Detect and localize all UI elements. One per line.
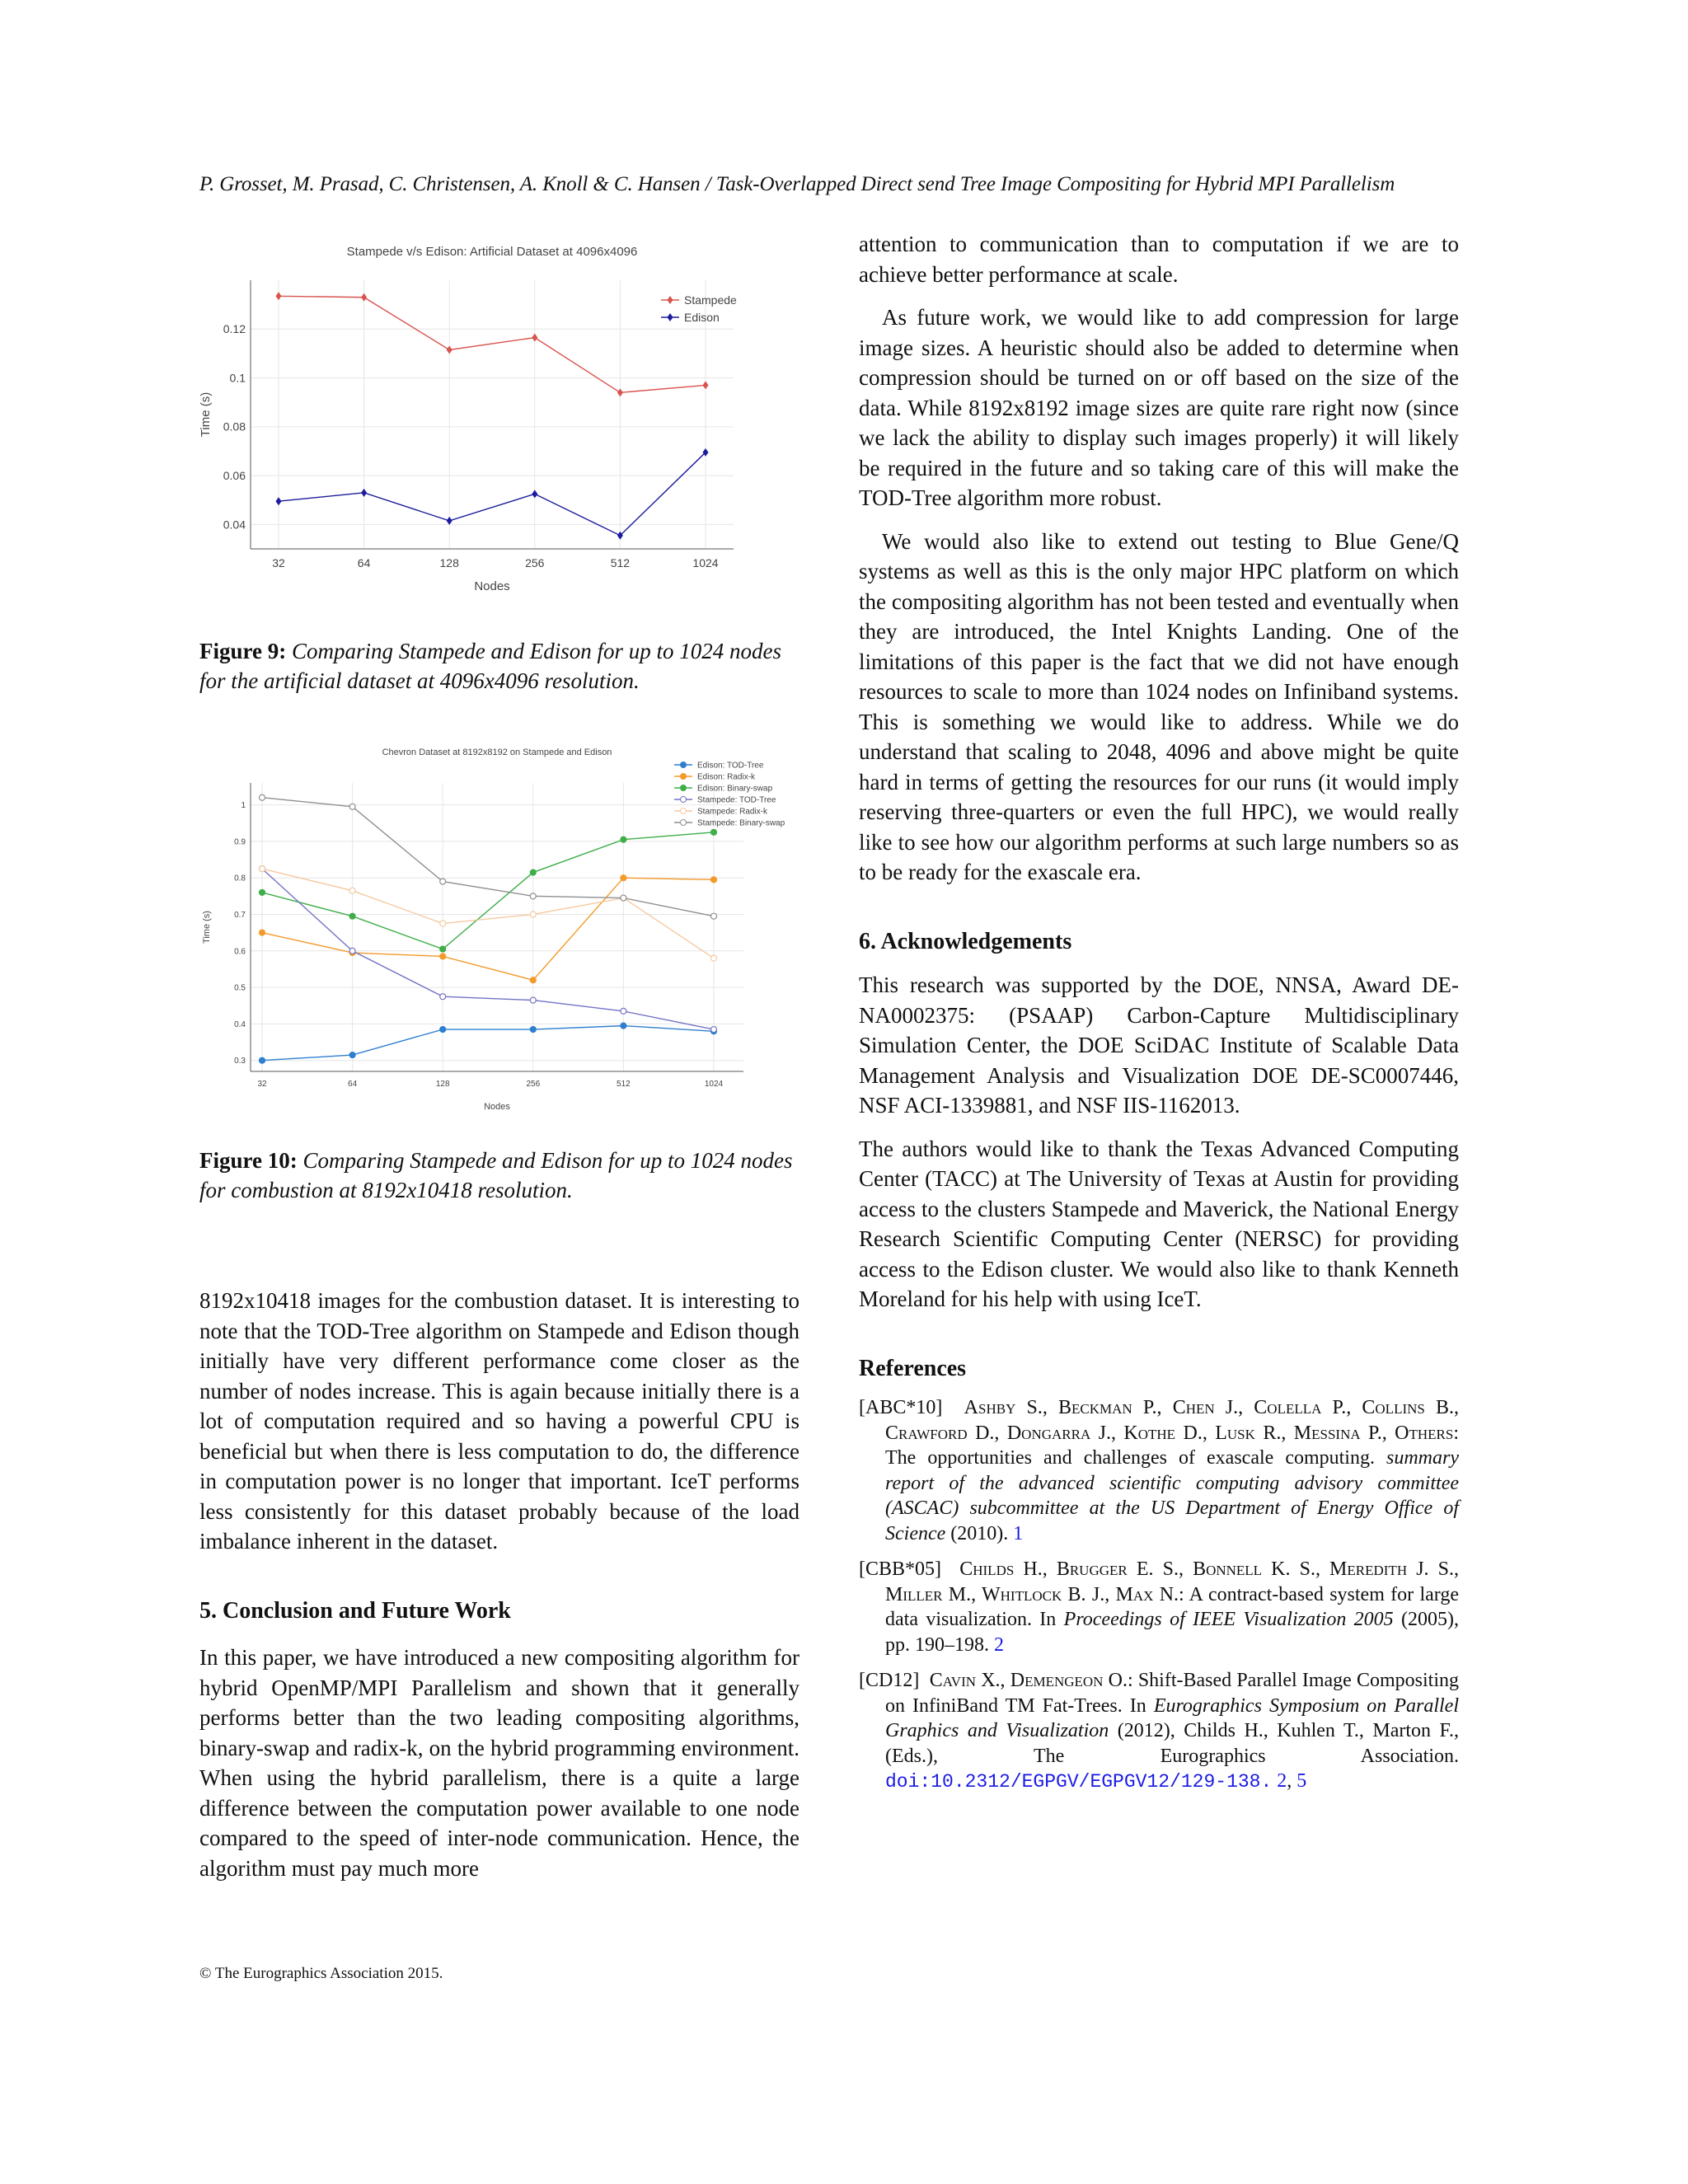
data-point — [349, 804, 355, 809]
x-tick-label: 512 — [610, 556, 631, 569]
data-point — [440, 921, 446, 926]
reference-entry: [CD12] Cavin X., Demengeon O.: Shift-Based Parallel Image Compositing on InfiniBand TM Fat-Trees. In Eurographics Symposium on Parallel Graphics and Visualization (2012), Childs H., Kuhlen T., Marton F., (Eds.), The Eurographics Association. doi:10.2312/EGPGV/EGPGV12/129-138. 2, 5 — [859, 1670, 1460, 1793]
y-tick-label: 0.3 — [234, 1057, 246, 1066]
x-axis-label: Nodes — [474, 579, 510, 593]
section-6-heading: 6. Acknowledgements — [859, 928, 1072, 954]
data-point — [532, 490, 537, 498]
y-tick-label: 0.06 — [223, 468, 246, 482]
data-point — [530, 1027, 536, 1033]
figure-10-caption-text: Comparing Stampede and Edison for up to 1024 nodes for combustion at 8192x10418 resolution. — [199, 1147, 793, 1202]
figure-9-caption-text: Comparing Stampede and Edison for up to 1024 nodes for the artificial dataset at 4096x4096 resolution. — [199, 638, 781, 693]
chart-title: Chevron Dataset at 8192x8192 on Stampede and Edison — [382, 748, 612, 757]
data-point — [532, 334, 537, 342]
y-tick-label: 0.1 — [229, 371, 246, 385]
y-tick-label: 0.12 — [223, 322, 246, 336]
legend-label: Stampede — [684, 293, 737, 307]
series-line — [262, 1026, 714, 1061]
x-tick-label: 256 — [525, 556, 545, 569]
figure-9-chart — [199, 231, 799, 602]
body-paragraph: 8192x10418 images for the combustion dataset. It is interesting to note that the TOD-Tree algorithm on Stampede and Edison though initially have very different performance come closer as the number of nodes increase. This is again because initially there is a lot of computation required and so having a powerful CPU is beneficial but when there is less computation to do, the difference in computation power is no longer that important. IceT performs less consistently for this dataset probably because of the load imbalance inherent in the dataset. — [199, 1288, 799, 1554]
legend-marker — [681, 774, 687, 780]
data-point — [621, 875, 626, 881]
data-point — [621, 837, 626, 842]
reference-backlink[interactable]: 2 — [994, 1633, 1004, 1656]
y-tick-label: 0.4 — [234, 1019, 246, 1029]
data-point — [530, 977, 536, 983]
data-point — [530, 869, 536, 875]
data-point — [276, 292, 282, 300]
reference-backlink[interactable]: 5 — [1296, 1770, 1307, 1792]
x-tick-label: 32 — [272, 556, 285, 569]
data-point — [703, 448, 709, 457]
section-5-heading: 5. Conclusion and Future Work — [199, 1597, 511, 1624]
data-point — [260, 889, 265, 895]
data-point — [349, 888, 355, 893]
data-point — [711, 955, 717, 961]
y-tick-label: 0.6 — [234, 947, 246, 957]
figure-10-label: Figure 10: — [199, 1147, 298, 1173]
data-point — [530, 912, 536, 917]
reference-backlink[interactable]: 2 — [1277, 1770, 1287, 1792]
data-point — [361, 293, 367, 302]
references-heading: References — [859, 1355, 967, 1381]
legend-marker — [681, 762, 687, 768]
legend-marker — [681, 797, 687, 803]
data-point — [440, 1027, 446, 1033]
series-line — [262, 869, 714, 958]
x-tick-label: 64 — [348, 1080, 358, 1089]
data-point — [440, 994, 446, 1000]
legend-label: Edison: Binary-swap — [697, 784, 773, 794]
data-point — [349, 913, 355, 919]
figure-9-caption — [199, 636, 799, 696]
data-point — [440, 946, 446, 952]
reference-entry — [859, 1395, 1459, 1546]
y-axis-label: Time (s) — [202, 911, 212, 944]
reference-authors: Cavin X., Demengeon O.: — [929, 1670, 1133, 1691]
reference-title: A contract-based system for large data visualization. In — [885, 1583, 1459, 1630]
conclusion-paragraph: In this paper, we have introduced a new compositing algorithm for hybrid OpenMP/MPI Parallelism and shown that it generally performs better than the two leading compositing algorithms, binary-swap and radix-k, on the hybrid programming environment. When using the hybrid parallelism, there is a quite a large difference between the computation power available to one node compared to the speed of inter-node communication. Hence, the algorithm must pay much more — [199, 1645, 799, 1881]
future-work-paragraph: As future work, we would like to add compression for large image sizes. A heuristic should also be added to determine when compression should be turned on or off based on the size of the data. While 8192x8192 image sizes are quite rare right now (since we lack the ability to display such images properly) it will likely be required in the future and so taking care of this will make the TOD-Tree algorithm more robust. — [859, 305, 1459, 510]
legend-marker — [668, 296, 673, 304]
data-point — [260, 794, 265, 800]
legend-label: Edison — [684, 310, 720, 324]
thanks-paragraph: The authors would like to thank the Texas Advanced Computing Center (TACC) at The University of Texas at Austin for providing access to the clusters Stampede and Maverick, the National Energy Research Scientific Computing Center (NERSC) for providing access to the Edison cluster. We would also like to thank Kenneth Moreland for his help with using IceT. — [859, 1136, 1459, 1311]
data-point — [260, 866, 265, 872]
reference-year: (2010). — [945, 1522, 1014, 1544]
reference-authors: Childs H., Brugger E. S., Bonnell K. S., Meredith J. S., Miller M., Whitlock B. J., Max N.: — [885, 1558, 1459, 1605]
x-tick-label: 128 — [439, 556, 459, 569]
reference-venue: Eurographics Symposium on Parallel Graphics and Visualization — [885, 1694, 1459, 1741]
legend-label: Stampede: Radix-k — [697, 807, 768, 817]
data-point — [530, 997, 536, 1003]
y-tick-label: 0.04 — [223, 518, 246, 532]
data-point — [711, 913, 717, 919]
acknowledgement-paragraph: This research was supported by the DOE, NNSA, Award DE-NA0002375: (PSAAP) Carbon-Capture Multidisciplinary Simulation Center, the DOE SciDAC Institute of Scalable Data Management Analysis and Visualization DOE DE-SC0007446, NSF ACI-1339881, and NSF IIS-1162013. — [859, 972, 1459, 1118]
y-tick-label: 0.8 — [234, 874, 246, 883]
legend-marker — [681, 808, 687, 814]
series-line — [262, 878, 714, 980]
body-paragraph: attention to communication than to computation if we are to achieve better performance at scale. — [859, 232, 1459, 287]
x-tick-label: 64 — [357, 556, 371, 569]
series-line — [262, 798, 714, 916]
data-point — [703, 381, 709, 389]
data-point — [617, 532, 623, 540]
figure-10-chart — [199, 733, 799, 1113]
reference-title: The opportunities and challenges of exascale computing. — [885, 1447, 1386, 1469]
legend-marker — [681, 820, 687, 826]
x-tick-label: 512 — [617, 1080, 631, 1089]
legend-label: Stampede: TOD-Tree — [697, 795, 776, 805]
reference-venue: summary report of the advanced scientific computing advisory committee (ASCAC) subcommittee at the US Department of Energy Office of Science — [885, 1447, 1459, 1544]
running-header: P. Grosset, M. Prasad, C. Christensen, A. Knoll & C. Hansen / Task-Overlapped Direct send Tree Image Compositing for Hybrid MPI Parallelism — [199, 173, 1395, 195]
reference-backlink[interactable]: 1 — [1013, 1522, 1024, 1544]
reference-year: (2005), pp. 190–198. — [885, 1609, 1460, 1656]
data-point — [440, 879, 446, 884]
data-point — [349, 948, 355, 954]
reference-key: [ABC*10] — [859, 1397, 943, 1418]
data-point — [621, 1008, 626, 1014]
figure-10-caption — [199, 1146, 799, 1206]
data-point — [530, 893, 536, 899]
y-tick-label: 1 — [241, 801, 246, 811]
reference-authors: Ashby S., Beckman P., Chen J., Colella P., Collins B., Crawford D., Dongarra J., Kothe D., Lusk R., Messina P., Others: — [885, 1397, 1460, 1444]
series-line — [262, 869, 714, 1029]
data-point — [617, 388, 623, 396]
reference-entry — [859, 1557, 1459, 1657]
y-tick-label: 0.08 — [223, 419, 246, 434]
data-point — [621, 895, 626, 901]
data-point — [447, 345, 452, 354]
series-line — [279, 452, 706, 536]
testing-paragraph: We would also like to extend out testing to Blue Gene/Q systems as well as this is the only major HPC platform on which the compositing algorithm has not been tested and eventually when they are introduced, the Intel Knights Landing. One of the limitations of this paper is the fact that we did not have enough resources to scale to more than 1024 nodes on Infiniband systems. This is something we would like to address. While we do understand that scaling to 2048, 4096 and above might be quite hard in terms of getting the resources for our runs (it would imply reserving three-quarters or even the full HPC), we would really like to see how our algorithm performs at such large numbers so as to be ready for the exascale era. — [859, 528, 1459, 884]
reference-venue: Proceedings of IEEE Visualization 2005 — [1063, 1609, 1394, 1630]
x-tick-label: 32 — [257, 1080, 267, 1089]
x-tick-label: 128 — [435, 1080, 450, 1089]
x-tick-label: 256 — [526, 1080, 541, 1089]
data-point — [349, 1052, 355, 1058]
data-point — [711, 877, 717, 883]
legend-label: Stampede: Binary-swap — [697, 818, 785, 828]
x-tick-label: 1024 — [704, 1080, 724, 1089]
chart-title: Stampede v/s Edison: Artificial Dataset at 4096x4096 — [346, 245, 638, 259]
data-point — [276, 497, 282, 505]
reference-key: [CD12] — [859, 1670, 920, 1691]
legend-label: Edison: Radix-k — [697, 772, 756, 782]
data-point — [621, 1023, 626, 1029]
legend-marker — [668, 313, 673, 321]
data-point — [711, 1027, 717, 1033]
y-tick-label: 0.9 — [234, 837, 246, 847]
data-point — [361, 489, 367, 497]
data-point — [260, 1057, 265, 1063]
copyright-footer: © The Eurographics Association 2015. — [199, 1965, 443, 1982]
reference-year: (2012), Childs H., Kuhlen T., Marton F., (Eds.), The Eurographics Association. — [885, 1720, 1459, 1767]
data-point — [447, 517, 452, 525]
y-tick-label: 0.5 — [234, 983, 246, 993]
data-point — [260, 930, 265, 935]
x-tick-label: 1024 — [692, 556, 719, 569]
x-axis-label: Nodes — [484, 1102, 510, 1112]
series-line — [262, 832, 714, 949]
figure-9-label: Figure 9: — [199, 638, 287, 663]
legend-marker — [681, 785, 687, 791]
reference-key: [CBB*05] — [859, 1558, 942, 1580]
legend-label: Edison: TOD-Tree — [697, 761, 764, 771]
data-point — [440, 954, 446, 959]
data-point — [711, 829, 717, 835]
y-axis-label: Time (s) — [199, 391, 213, 438]
y-tick-label: 0.7 — [234, 910, 246, 920]
reference-title: Shift-Based Parallel Image Compositing on InfiniBand TM Fat-Trees. In — [885, 1670, 1460, 1717]
reference-doi-link[interactable]: doi:10.2312/EGPGV/EGPGV12/129-138. — [885, 1771, 1273, 1793]
